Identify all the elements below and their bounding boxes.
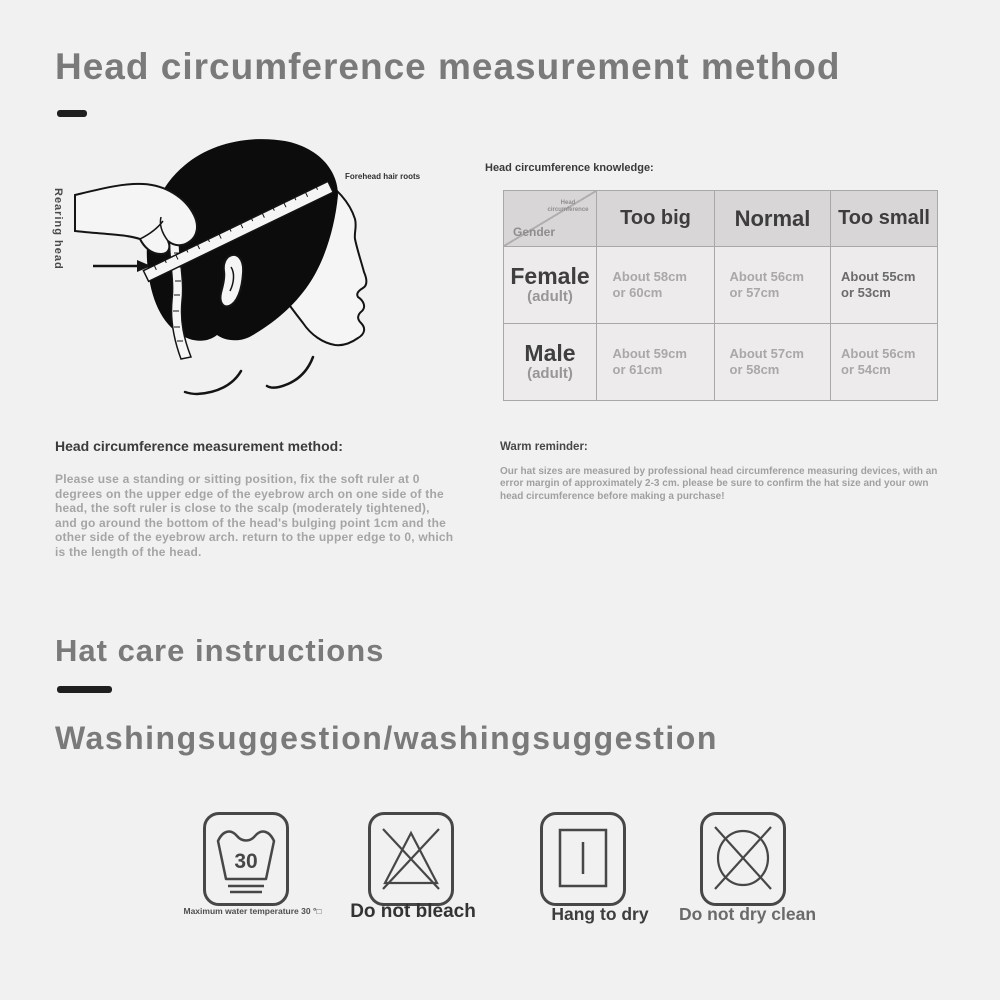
size-table — [503, 190, 938, 401]
title-dash — [57, 110, 87, 117]
table-cell: About 56cm or 54cm — [831, 324, 937, 400]
row-header-female: Female (adult) — [504, 247, 596, 323]
table-cell: About 57cm or 58cm — [715, 324, 830, 400]
wash-tub-30-icon — [203, 812, 289, 906]
hang-to-dry-icon — [540, 812, 626, 906]
table-caption: Head circumference knowledge: — [485, 162, 654, 174]
pointer-arrow-icon — [93, 260, 151, 272]
col-header-too-big: Too big — [597, 191, 714, 246]
max-temp-label: Maximum water temperature 30 °□ — [183, 906, 322, 916]
table-cell: About 59cm or 61cm — [597, 324, 714, 400]
corner-cell — [504, 191, 596, 246]
reminder-body: Our hat sizes are measured by professional head circumference measuring devices, with an error margin of approximately 2-3 cm. please be sure to confirm the hat size and your own head circumference before making a purchase! — [500, 466, 938, 502]
neck-line-right — [267, 357, 313, 388]
col-header-normal: Normal — [715, 191, 830, 246]
do-not-bleach-label: Do not bleach — [350, 901, 476, 922]
page-title: Head circumference measurement method — [55, 46, 841, 87]
reminder-heading: Warm reminder: — [500, 441, 588, 453]
table-cell: About 55cm or 53cm — [831, 247, 937, 323]
do-not-dry-clean-label: Do not dry clean — [678, 904, 817, 924]
col-header-too-small: Too small — [831, 191, 937, 246]
corner-top-label: Head circumference — [547, 200, 589, 213]
table-cell: About 58cm or 60cm — [597, 247, 714, 323]
temp-value: 30 — [234, 850, 258, 873]
method-heading: Head circumference measurement method: — [55, 438, 343, 454]
washing-title: Washingsuggestion/washingsuggestion — [55, 720, 718, 756]
do-not-dry-clean-icon — [700, 812, 786, 906]
table-cell: About 56cm or 57cm — [715, 247, 830, 323]
row-header-male: Male (adult) — [504, 324, 596, 400]
rearing-head-label: Rearing head — [52, 188, 64, 270]
neck-line-left — [185, 371, 241, 394]
forehead-hair-roots-label: Forehead hair roots — [345, 172, 421, 181]
care-title: Hat care instructions — [55, 633, 385, 668]
hang-to-dry-label: Hang to dry — [551, 904, 649, 924]
do-not-bleach-icon — [368, 812, 454, 906]
method-body: Please use a standing or sitting position, fix the soft ruler at 0 degrees on the upper edge of the eyebrow arch on one side of the head, the soft ruler is close to the scalp (moderately tightened), and go around the bottom of the head's bulging point 1cm and the other side of the eyebrow arch. return to the upper edge to 0, which is the length of the head. — [55, 472, 454, 559]
corner-bottom-label: Gender — [513, 225, 556, 239]
care-title-dash — [57, 686, 112, 693]
